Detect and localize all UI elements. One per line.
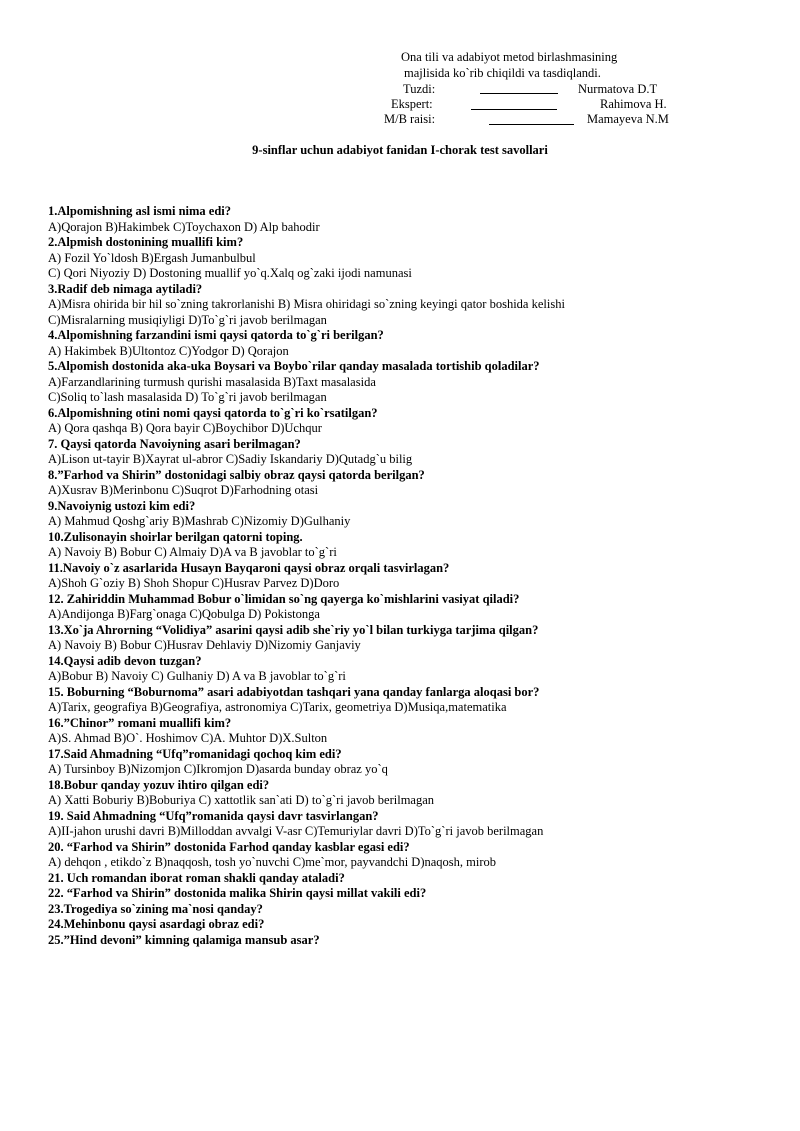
question-text: 9.Navoiynig ustozi kim edi? (48, 498, 196, 513)
mb-raisi-label: M/B raisi: (384, 112, 436, 126)
question-text: 18.Bobur qanday yozuv ihtiro qilgan edi? (48, 777, 270, 792)
question-text: 3.Radif deb nimaga aytiladi? (48, 281, 203, 296)
answer-options: A) Navoiy B) Bobur C)Husrav Dehlaviy D)Nizomiy Ganjaviy (48, 638, 361, 652)
question-text: 4.Alpomishning farzandini ismi qaysi qatorda to`g`ri berilgan? (48, 328, 384, 342)
answer-options: A)S. Ahmad B)O`. Hoshimov C)A. Muhtor D)X.Sulton (48, 731, 328, 745)
question-text: 10.Zulisonayin shoirlar berilgan qatorni toping. (48, 529, 303, 544)
answer-options: A) Navoiy B) Bobur C) Almaiy D)A va B javoblar to`g`ri (48, 545, 337, 559)
mb-raisi-signature-line (489, 124, 574, 125)
question-text: 19. Said Ahmadning “Ufq”romanida qaysi davr tasvirlangan? (48, 808, 379, 823)
question-text: 5.Alpomish dostonida aka-uka Boysari va Boybo`rilar qanday masalada tortishib qoladilar? (48, 359, 540, 373)
ekspert-label: Ekspert: (391, 97, 433, 111)
question-text: 17.Said Ahmadning “Ufq”romanidagi qochoq kim edi? (48, 746, 342, 761)
answer-options: A)Andijonga B)Farg`onaga C)Qobulga D) Pokistonga (48, 607, 320, 621)
question-text: 21. Uch romandan iborat roman shakli qanday ataladi? (48, 870, 345, 885)
question-text: 22. “Farhod va Shirin” dostonida malika Shirin qaysi millat vakili edi? (48, 886, 427, 900)
question-text: 24.Mehinbonu qaysi asardagi obraz edi? (48, 917, 265, 931)
header-line-1: Ona tili va adabiyot metod birlashmasining (401, 50, 618, 64)
answer-options: C)Soliq to`lash masalasida D) To`g`ri javob berilmagan (48, 390, 327, 404)
answer-options: A)Tarix, geografiya B)Geografiya, astronomiya C)Tarix, geometriya D)Musiqa,matematika (48, 700, 507, 714)
answer-options: A) Qora qashqa B) Qora bayir C)Boychibor D)Uchqur (48, 421, 322, 435)
question-text: 16.”Chinor” romani muallifi kim? (48, 715, 232, 730)
answer-options: C)Misralarning musiqiyligi D)To`g`ri javob berilmagan (48, 312, 327, 327)
answer-options: C) Qori Niyoziy D) Dostoning muallif yo`q.Xalq og`zaki ijodi namunasi (48, 266, 412, 280)
answer-options: A) dehqon , etikdo`z B)naqqosh, tosh yo`nuvchi C)me`mor, payvandchi D)naqosh, mirob (48, 855, 497, 869)
ekspert-name: Rahimova H. (600, 97, 667, 111)
ekspert-signature-line (471, 109, 557, 110)
question-text: 2.Alpmish dostonining muallifi kim? (48, 235, 244, 249)
answer-options: A)II-jahon urushi davri B)Milloddan avvalgi V-asr C)Temuriylar davri D)To`g`ri javob berilmagan (48, 824, 544, 838)
question-text: 12. Zahiriddin Muhammad Bobur o`limidan so`ng qayerga ko`mishlarini vasiyat qiladi? (48, 591, 520, 606)
tuzdi-name: Nurmatova D.T (578, 82, 658, 96)
question-text: 8.”Farhod va Shirin” dostonidagi salbiy obraz qaysi qatorda berilgan? (48, 467, 425, 482)
answer-options: A)Lison ut-tayir B)Xayrat ul-abror C)Sadiy Iskandariy D)Qutadg`u bilig (48, 452, 413, 466)
answer-options: A) Xatti Boburiy B)Boburiya C) xattotlik san`ati D) to`g`ri javob berilmagan (48, 793, 435, 807)
answer-options: A) Mahmud Qoshg`ariy B)Mashrab C)Nizomiy D)Gulhaniy (48, 514, 351, 528)
answer-options: A)Bobur B) Navoiy C) Gulhaniy D) A va B javoblar to`g`ri (48, 669, 346, 683)
question-text: 15. Boburning “Boburnoma” asari adabiyotdan tashqari yana qanday fanlarga aloqasi bor? (48, 684, 540, 699)
question-text: 20. “Farhod va Shirin” dostonida Farhod qanday kasblar egasi edi? (48, 839, 410, 854)
question-text: 13.Xo`ja Ahrorning “Volidiya” asarini qaysi adib she`riy yo`l bilan turkiyga tarjima qilgan? (48, 622, 539, 637)
answer-options: A) Fozil Yo`ldosh B)Ergash Jumanbulbul (48, 250, 256, 265)
question-text: 14.Qaysi adib devon tuzgan? (48, 653, 202, 668)
answer-options: A)Xusrav B)Merinbonu C)Suqrot D)Farhodning otasi (48, 483, 319, 497)
page-title: 9-sinflar uchun adabiyot fanidan I-chorak test savollari (252, 143, 548, 157)
tuzdi-label: Tuzdi: (403, 82, 436, 96)
answer-options: A) Tursinboy B)Nizomjon C)Ikromjon D)asarda bunday obraz yo`q (48, 762, 388, 776)
question-list (48, 204, 768, 948)
question-text: 6.Alpomishning otini nomi qaysi qatorda to`g`ri ko`rsatilgan? (48, 405, 378, 420)
question-text: 25.”Hind devoni” kimning qalamiga mansub asar? (48, 932, 320, 947)
question-text: 23.Trogediya so`zining ma`nosi qanday? (48, 901, 263, 916)
answer-options: A)Qorajon B)Hakimbek C)Toychaxon D) Alp bahodir (48, 219, 320, 234)
mb-raisi-name: Mamayeva N.M (587, 112, 669, 126)
question-text: 1.Alpomishning asl ismi nima edi? (48, 204, 232, 218)
question-text: 11.Navoiy o`z asarlarida Husayn Bayqaroni qaysi obraz orqali tasvirlagan? (48, 560, 450, 575)
answer-options: A)Farzandlarining turmush qurishi masalasida B)Taxt masalasida (48, 374, 376, 389)
answer-options: A)Misra ohirida bir hil so`zning takrorlanishi B) Misra ohiridagi so`zning keyingi qator boshida kelishi (48, 297, 565, 311)
answer-options: A) Hakimbek B)Ultontoz C)Yodgor D) Qorajon (48, 343, 289, 358)
answer-options: A)Shoh G`oziy B) Shoh Shopur C)Husrav Parvez D)Doro (48, 576, 340, 590)
question-text: 7. Qaysi qatorda Navoiyning asari berilmagan? (48, 436, 301, 451)
header-line-2: majlisida ko`rib chiqildi va tasdiqlandi. (404, 66, 601, 80)
tuzdi-signature-line (480, 93, 558, 94)
